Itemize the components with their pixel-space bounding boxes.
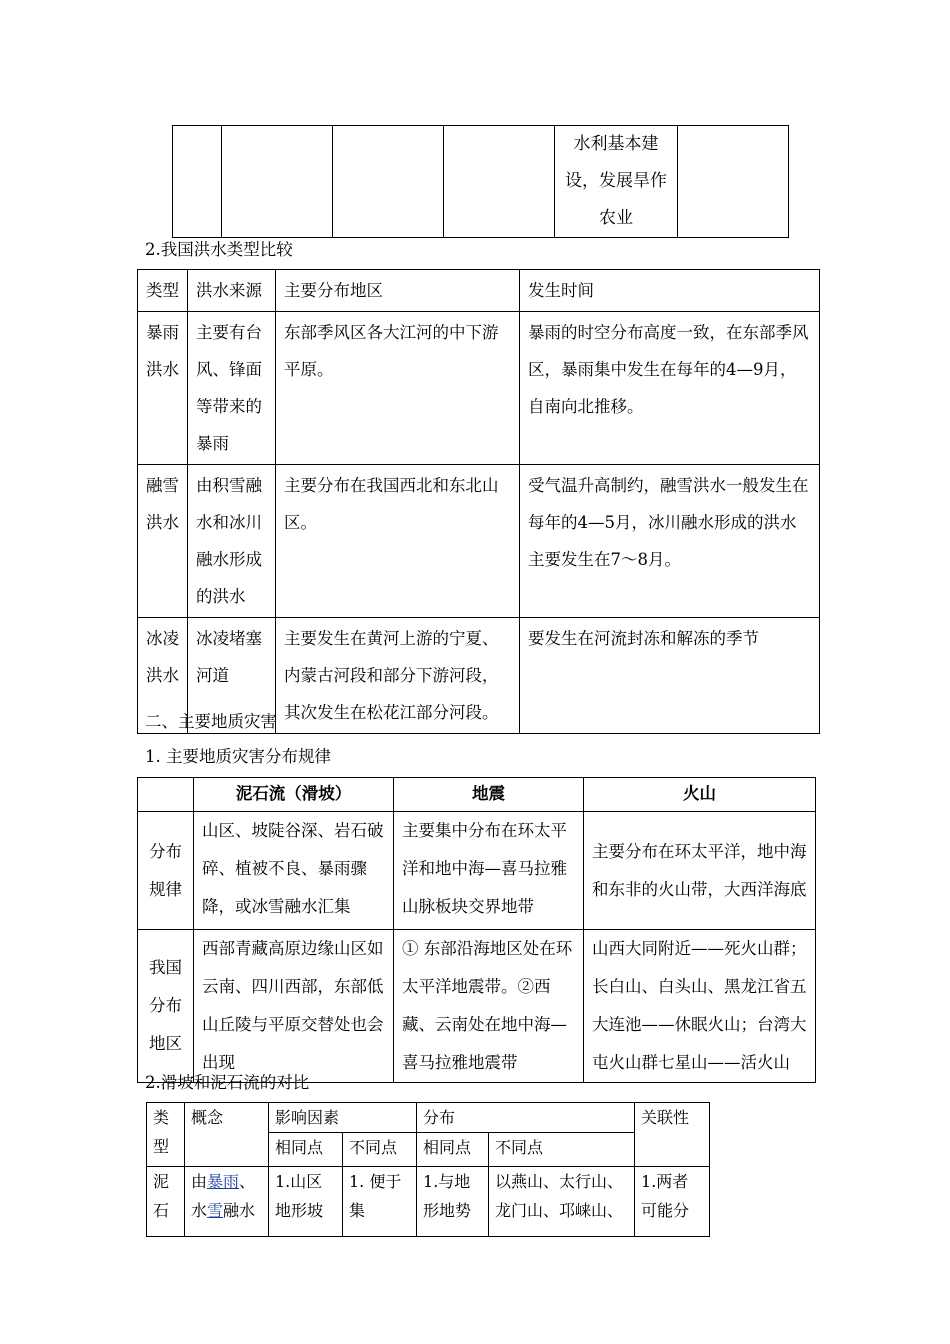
header-cell: 类型: [147, 1103, 185, 1167]
table-cell: 1.两者可能分: [635, 1167, 710, 1237]
table-header-row: [147, 1103, 710, 1133]
snow-link[interactable]: 雪: [207, 1201, 224, 1220]
header-cell: 洪水来源: [188, 270, 276, 312]
landslide-table: [146, 1102, 710, 1237]
cell-text: 、: [239, 1172, 256, 1191]
table-cell: 以燕山、太行山、龙门山、邛崃山、: [489, 1167, 635, 1237]
table-cell: 主要集中分布在环太平洋和地中海—喜马拉雅山脉板块交界地带: [394, 812, 584, 930]
table-cell: [222, 126, 333, 238]
table-row: [138, 812, 816, 930]
table-row: [147, 1167, 710, 1237]
table-cell: [444, 126, 555, 238]
header-cell: 泥石流（滑坡）: [194, 778, 394, 812]
table-cell: 西部青藏高原边缘山区如云南、四川西部，东部低山丘陵与平原交替处也会出现: [194, 930, 394, 1083]
table-cell: 融雪洪水: [138, 465, 188, 618]
header-cell: 发生时间: [520, 270, 820, 312]
cell-text: 由: [191, 1172, 208, 1191]
geo-hazard-table: [137, 777, 816, 1083]
table-row: [138, 465, 820, 618]
header-cell: 地震: [394, 778, 584, 812]
table-cell: 冰凌洪水: [138, 618, 188, 734]
table-cell: 冰凌堵塞河道: [188, 618, 276, 734]
section-heading: 2.滑坡和泥石流的对比: [145, 1073, 310, 1092]
table-cell: 山区、坡陡谷深、岩石破碎、植被不良、暴雨骤降，或冰雪融水汇集: [194, 812, 394, 930]
table-cell: 1. 便于集: [343, 1167, 417, 1237]
table-cell: [173, 126, 222, 238]
table-cell: 要发生在河流封冻和解冻的季节: [520, 618, 820, 734]
rain-link[interactable]: 暴雨: [207, 1172, 240, 1191]
section-heading: 2.我国洪水类型比较: [145, 240, 293, 259]
header-cell: 关联性: [635, 1103, 710, 1167]
cell-text: 泥石: [153, 1172, 170, 1220]
header-cell: 概念: [185, 1103, 269, 1167]
section-title: 二、主要地质灾害: [145, 712, 277, 731]
table-cell: 暴雨的时空分布高度一致，在东部季风区，暴雨集中发生在每年的4—9月，自南向北推移。: [520, 312, 820, 465]
table-cell: [147, 1167, 185, 1237]
cell-text: 融水: [223, 1201, 256, 1220]
header-cell: 类型: [138, 270, 188, 312]
table-header-row: [138, 778, 816, 812]
row-label: 我国分布地区: [138, 930, 194, 1083]
cell-text: 水: [191, 1201, 208, 1220]
row-label: 分布规律: [138, 812, 194, 930]
table-cell: [185, 1167, 269, 1237]
table-cell: 受气温升高制约，融雪洪水一般发生在每年的4—5月，冰川融水形成的洪水主要发生在7～8月。: [520, 465, 820, 618]
header-cell: 主要分布地区: [276, 270, 520, 312]
table-cell: 1.与地形地势: [417, 1167, 489, 1237]
subheader-cell: 不同点: [343, 1133, 417, 1167]
table-header-row: [138, 270, 820, 312]
flood-table: [137, 269, 820, 734]
table-cell: 东部季风区各大江河的中下游平原。: [276, 312, 520, 465]
table-cell: 1.山区地形坡: [269, 1167, 343, 1237]
header-cell: [138, 778, 194, 812]
table-cell: 主要分布在我国西北和东北山区。: [276, 465, 520, 618]
table-cell: 水利基本建设，发展旱作农业: [555, 126, 678, 238]
table-cell: 主要分布在环太平洋，地中海和东非的火山带，大西洋海底: [584, 812, 816, 930]
subheader-cell: 相同点: [269, 1133, 343, 1167]
subheader-cell: 相同点: [417, 1133, 489, 1167]
table-cell: [678, 126, 789, 238]
table-row: [138, 312, 820, 465]
table-cell: ① 东部沿海地区处在环太平洋地震带。②西藏、云南处在地中海—喜马拉雅地震带: [394, 930, 584, 1083]
header-cell: 分布: [417, 1103, 635, 1133]
header-cell: 火山: [584, 778, 816, 812]
table-cell: [333, 126, 444, 238]
table-row: [138, 930, 816, 1083]
top-table: [172, 125, 789, 238]
table-cell: 主要有台风、锋面等带来的暴雨: [188, 312, 276, 465]
table-cell: 山西大同附近——死火山群；长白山、白头山、黑龙江省五大连池——休眠火山；台湾大屯火山群七星山——活火山: [584, 930, 816, 1083]
table-cell: 由积雪融水和冰川融水形成的洪水: [188, 465, 276, 618]
table-cell: 主要发生在黄河上游的宁夏、内蒙古河段和部分下游河段，其次发生在松花江部分河段。: [276, 618, 520, 734]
subheader-cell: 不同点: [489, 1133, 635, 1167]
section-heading: 1. 主要地质灾害分布规律: [145, 747, 331, 766]
header-cell: 影响因素: [269, 1103, 417, 1133]
table-cell: 暴雨洪水: [138, 312, 188, 465]
